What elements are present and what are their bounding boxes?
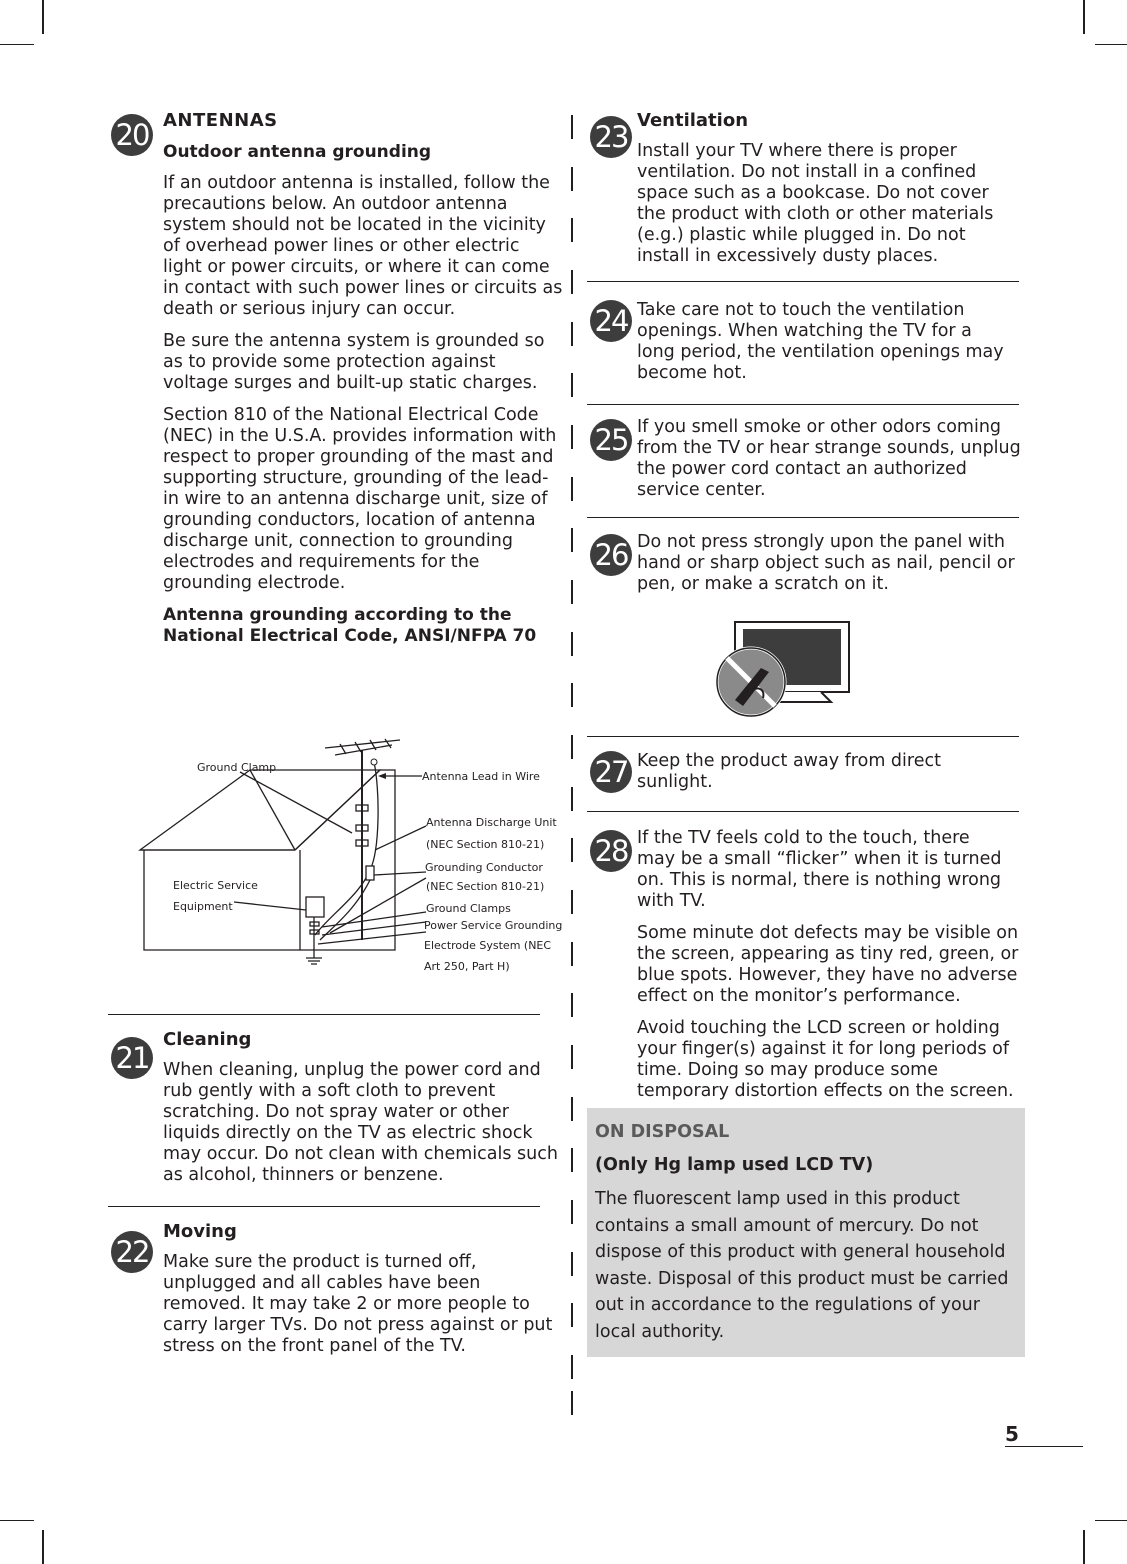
section-subtitle: Outdoor antenna grounding <box>163 142 432 162</box>
section-antennas <box>108 110 563 647</box>
section-number-badge: 25 <box>590 419 632 461</box>
crop-mark <box>1095 44 1127 45</box>
paragraph: Section 810 of the National Electrical Code (NEC) in the U.S.A. provides information with respect to proper grounding of the mast and supporting structure, grounding of the lead-in wire to an antenna discharge unit, size of grounding conductors, location of antenna discharge unit, connection to grounding electrodes and requirements for the grounding electrode. <box>163 405 557 593</box>
diagram-label-antenna-lead: Antenna Lead in Wire <box>422 770 540 783</box>
left-column-lower <box>108 1014 558 1368</box>
section-title: ANTENNAS <box>163 110 278 131</box>
paragraph: If an outdoor antenna is installed, follow the precautions below. An outdoor antenna system should not be located in the vicinity of overhead power lines or other electric light or power circuits, or where it can come in contact with such power lines or circuits as death or serious injury can occur. <box>163 173 563 319</box>
divider <box>108 1014 540 1015</box>
diagram-label-discharge-unit: Antenna Discharge Unit <box>426 816 557 829</box>
crop-mark <box>0 1520 34 1521</box>
column-separator <box>571 115 573 1415</box>
paragraph: Be sure the antenna system is grounded so as to provide some protection against voltage surges and built-up static charges. <box>163 331 545 393</box>
section-sunlight <box>587 751 1025 793</box>
diagram-label-equipment: Equipment <box>173 900 233 913</box>
section-cleaning <box>108 1029 558 1186</box>
paragraph: If the TV feels cold to the touch, there may be a small “flicker” when it is turned on. This is normal, there is nothing wrong with TV. <box>637 828 1002 911</box>
paragraph: Do not press strongly upon the panel with hand or sharp object such as nail, pencil or pen, or make a scratch on it. <box>637 532 1015 594</box>
divider <box>108 1206 540 1207</box>
section-number-badge: 27 <box>590 751 632 793</box>
section-number-badge: 23 <box>590 116 632 158</box>
crop-mark <box>1083 1530 1085 1564</box>
section-number-badge: 22 <box>111 1231 153 1273</box>
disposal-notice-box <box>587 1108 1025 1357</box>
divider <box>587 517 1019 518</box>
crop-mark <box>42 1530 44 1564</box>
disposal-paragraph: The fluorescent lamp used in this product contains a small amount of mercury. Do not dispose of this product with general household waste. Disposal of this product must be carried out in accordance to the regulations of your local authority. <box>595 1189 1009 1342</box>
paragraph: Install your TV where there is proper ventilation. Do not install in a confined space such as a bookcase. Do not cover the product with cloth or other materials (e.g.) plastic while plugged in. Do not install in excessively dusty places. <box>637 141 994 266</box>
diagram-label-discharge-unit-ref: (NEC Section 810-21) <box>426 838 545 851</box>
paragraph: Make sure the product is turned off, unplugged and all cables have been removed. It may take 2 or more people to carry larger TVs. Do not press against or put stress on the front panel of the TV. <box>163 1252 553 1356</box>
section-subtitle: Antenna grounding according to the National Electrical Code, ANSI/NFPA 70 <box>163 605 537 646</box>
diagram-label-grounding-conductor-ref: (NEC Section 810-21) <box>426 880 545 893</box>
divider <box>587 736 1019 737</box>
page-number: 5 <box>1005 1422 1019 1446</box>
diagram-label-ground-clamps: Ground Clamps <box>426 902 511 915</box>
section-number-badge: 20 <box>111 114 153 156</box>
disposal-title: ON DISPOSAL <box>595 1122 730 1142</box>
diagram-label-grounding-conductor: Grounding Conductor <box>425 861 543 874</box>
section-number-badge: 24 <box>590 300 632 342</box>
crop-mark <box>1083 0 1085 34</box>
paragraph: Keep the product away from direct sunlight. <box>637 751 941 792</box>
divider <box>587 811 1019 812</box>
crop-mark <box>1095 1520 1127 1521</box>
disposal-subtitle: (Only Hg lamp used LCD TV) <box>595 1155 874 1175</box>
section-number-badge: 28 <box>590 830 632 872</box>
section-smoke <box>587 417 1025 501</box>
section-title: Cleaning <box>163 1029 252 1050</box>
antenna-grounding-diagram <box>130 730 570 990</box>
section-moving <box>108 1221 553 1357</box>
section-panel-press <box>587 532 1025 724</box>
crop-mark <box>42 0 44 34</box>
paragraph: When cleaning, unplug the power cord and rub gently with a soft cloth to prevent scratching. Do not spray water or other liquids directly on the TV as electric shock may occur. Do not clean with chemicals such as alcohol, thinners or benzene. <box>163 1060 558 1185</box>
crop-mark <box>0 44 34 45</box>
divider <box>587 404 1019 405</box>
diagram-label-electrode-system: Electrode System (NEC <box>424 939 552 952</box>
left-column <box>108 110 563 657</box>
diagram-label-ground-clamp: Ground Clamp <box>197 761 277 774</box>
section-title: Moving <box>163 1221 237 1242</box>
paragraph: Some minute dot defects may be visible on the screen, appearing as tiny red, green, or blue spots. However, they have no adverse effect on the monitor’s performance. <box>637 923 1019 1006</box>
paragraph: Avoid touching the LCD screen or holding your finger(s) against it for long periods of time. Doing so may produce some temporary distortion effects on the screen. <box>637 1018 1014 1101</box>
section-title: Ventilation <box>637 110 749 131</box>
section-number-badge: 26 <box>590 534 632 576</box>
divider <box>587 281 1019 282</box>
page-number-rule <box>1005 1446 1083 1447</box>
tv-no-scratch-illustration <box>713 620 863 720</box>
right-column <box>587 110 1025 1357</box>
section-number-badge: 21 <box>111 1037 153 1079</box>
diagram-label-art-250: Art 250, Part H) <box>424 960 510 973</box>
paragraph: If you smell smoke or other odors coming from the TV or hear strange sounds, unplug the power cord contact an authorized service center. <box>637 417 1021 500</box>
section-ventilation-openings <box>587 300 1025 384</box>
diagram-label-electric-service: Electric Service <box>173 879 258 892</box>
paragraph: Take care not to touch the ventilation openings. When watching the TV for a long period, the ventilation openings may become hot. <box>637 300 1004 383</box>
diagram-label-power-service: Power Service Grounding <box>424 919 563 932</box>
section-flicker <box>587 828 1025 1102</box>
section-ventilation <box>587 110 1025 267</box>
